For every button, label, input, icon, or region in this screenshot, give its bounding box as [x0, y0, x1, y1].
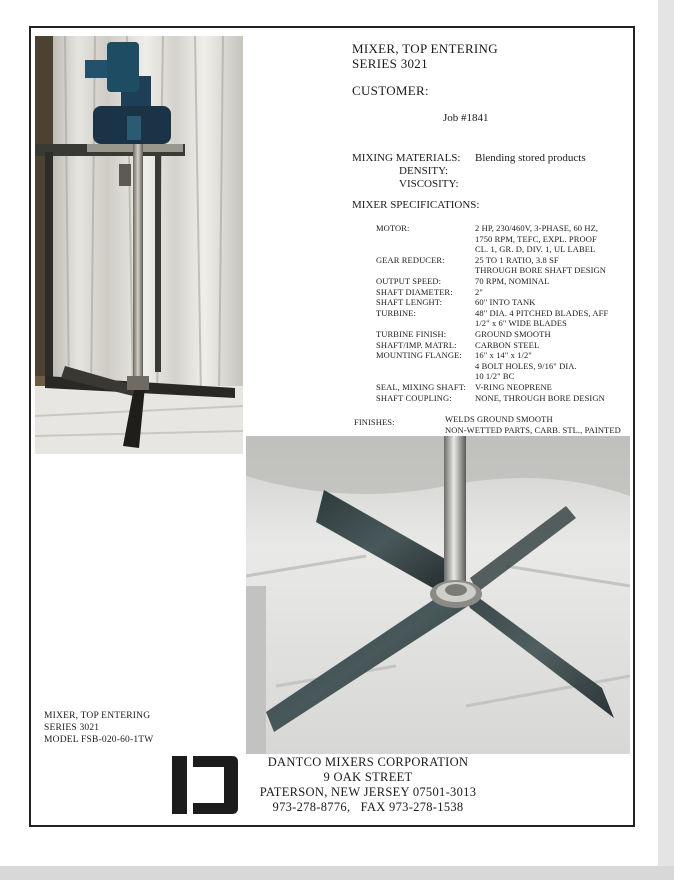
- caption-line1: MIXER, TOP ENTERING: [44, 711, 151, 721]
- spec-value: 2": [475, 286, 483, 297]
- spec-key: MOUNTING FLANGE:: [376, 350, 462, 361]
- spec-key: SHAFT COUPLING:: [376, 392, 452, 403]
- turbine-blades-photo: [246, 436, 630, 754]
- company-phone-fax: 973-278-8776, FAX 973-278-1538: [272, 800, 464, 814]
- company-name: DANTCO MIXERS CORPORATION: [267, 755, 469, 769]
- spec-value: 70 RPM, NOMINAL: [475, 276, 550, 286]
- spec-value: 48" DIA. 4 PITCHED BLADES, AFF 1/2" x 6" WIDE BLADES: [475, 307, 609, 329]
- spec-value: 60" INTO TANK: [475, 297, 536, 308]
- company-logo: [172, 756, 238, 814]
- company-city: PATERSON, NEW JERSEY 07501-3013: [259, 785, 477, 799]
- density-label: DENSITY:: [399, 165, 449, 177]
- finishes-line1: WELDS GROUND SMOOTH: [445, 414, 553, 424]
- spec-key: TURBINE FINISH:: [376, 329, 447, 339]
- spec-value: GROUND SMOOTH: [475, 329, 551, 339]
- finishes-line2: NON-WETTED PARTS, CARB. STL., PAINTED: [445, 425, 621, 435]
- mixing-materials-label: MIXING MATERIALS:: [352, 152, 461, 164]
- mixing-materials-value: Blending stored products: [475, 152, 586, 164]
- doc-title-line2: SERIES 3021: [352, 56, 428, 71]
- page-edge: [658, 0, 674, 880]
- customer-label: CUSTOMER:: [352, 83, 429, 98]
- spec-key: OUTPUT SPEED:: [376, 276, 442, 286]
- spec-table: [376, 223, 636, 413]
- company-street: 9 OAK STREET: [323, 770, 413, 784]
- caption-line2: SERIES 3021: [44, 723, 100, 733]
- spec-key: SHAFT/IMP. MATRL:: [376, 339, 457, 350]
- logo-mark-icon: [172, 756, 238, 814]
- mixer-assembly-illustration: [35, 36, 243, 454]
- job-number: Job #1841: [443, 112, 489, 124]
- mixer-assembly-photo: [35, 36, 243, 454]
- spec-value: V-RING NEOPRENE: [475, 382, 552, 392]
- spec-key: SHAFT DIAMETER:: [376, 286, 453, 297]
- spec-key: SHAFT LENGHT:: [376, 297, 443, 308]
- caption-line3: MODEL FSB-020-60-1TW: [44, 735, 154, 745]
- specs-heading: MIXER SPECIFICATIONS:: [352, 199, 480, 211]
- spec-value: 2 HP, 230/460V, 3-PHASE, 60 HZ, 1750 RPM, TEFC, EXPL. PROOF CL. 1, GR. D, DIV. 1, UL LABEL: [475, 223, 599, 255]
- doc-title-line1: MIXER, TOP ENTERING: [352, 41, 498, 56]
- spec-value: 25 TO 1 RATIO, 3.8 SF THROUGH BORE SHAFT DESIGN: [475, 254, 607, 276]
- spec-key: SEAL, MIXING SHAFT:: [376, 382, 467, 392]
- spec-value: 16" x 14" x 1/2" 4 BOLT HOLES, 9/16" DIA. 10 1/2" BC: [475, 350, 577, 382]
- viscosity-label: VISCOSITY:: [399, 178, 459, 190]
- spec-value: CARBON STEEL: [475, 339, 540, 350]
- spec-key: GEAR REDUCER:: [376, 254, 445, 265]
- spec-key: TURBINE:: [376, 307, 416, 318]
- page-edge-bottom: [0, 866, 674, 880]
- turbine-illustration: [246, 436, 630, 754]
- spec-key: MOTOR:: [376, 223, 410, 233]
- spec-value: NONE, THROUGH BORE DESIGN: [475, 392, 605, 403]
- finishes-label: FINISHES:: [354, 417, 395, 427]
